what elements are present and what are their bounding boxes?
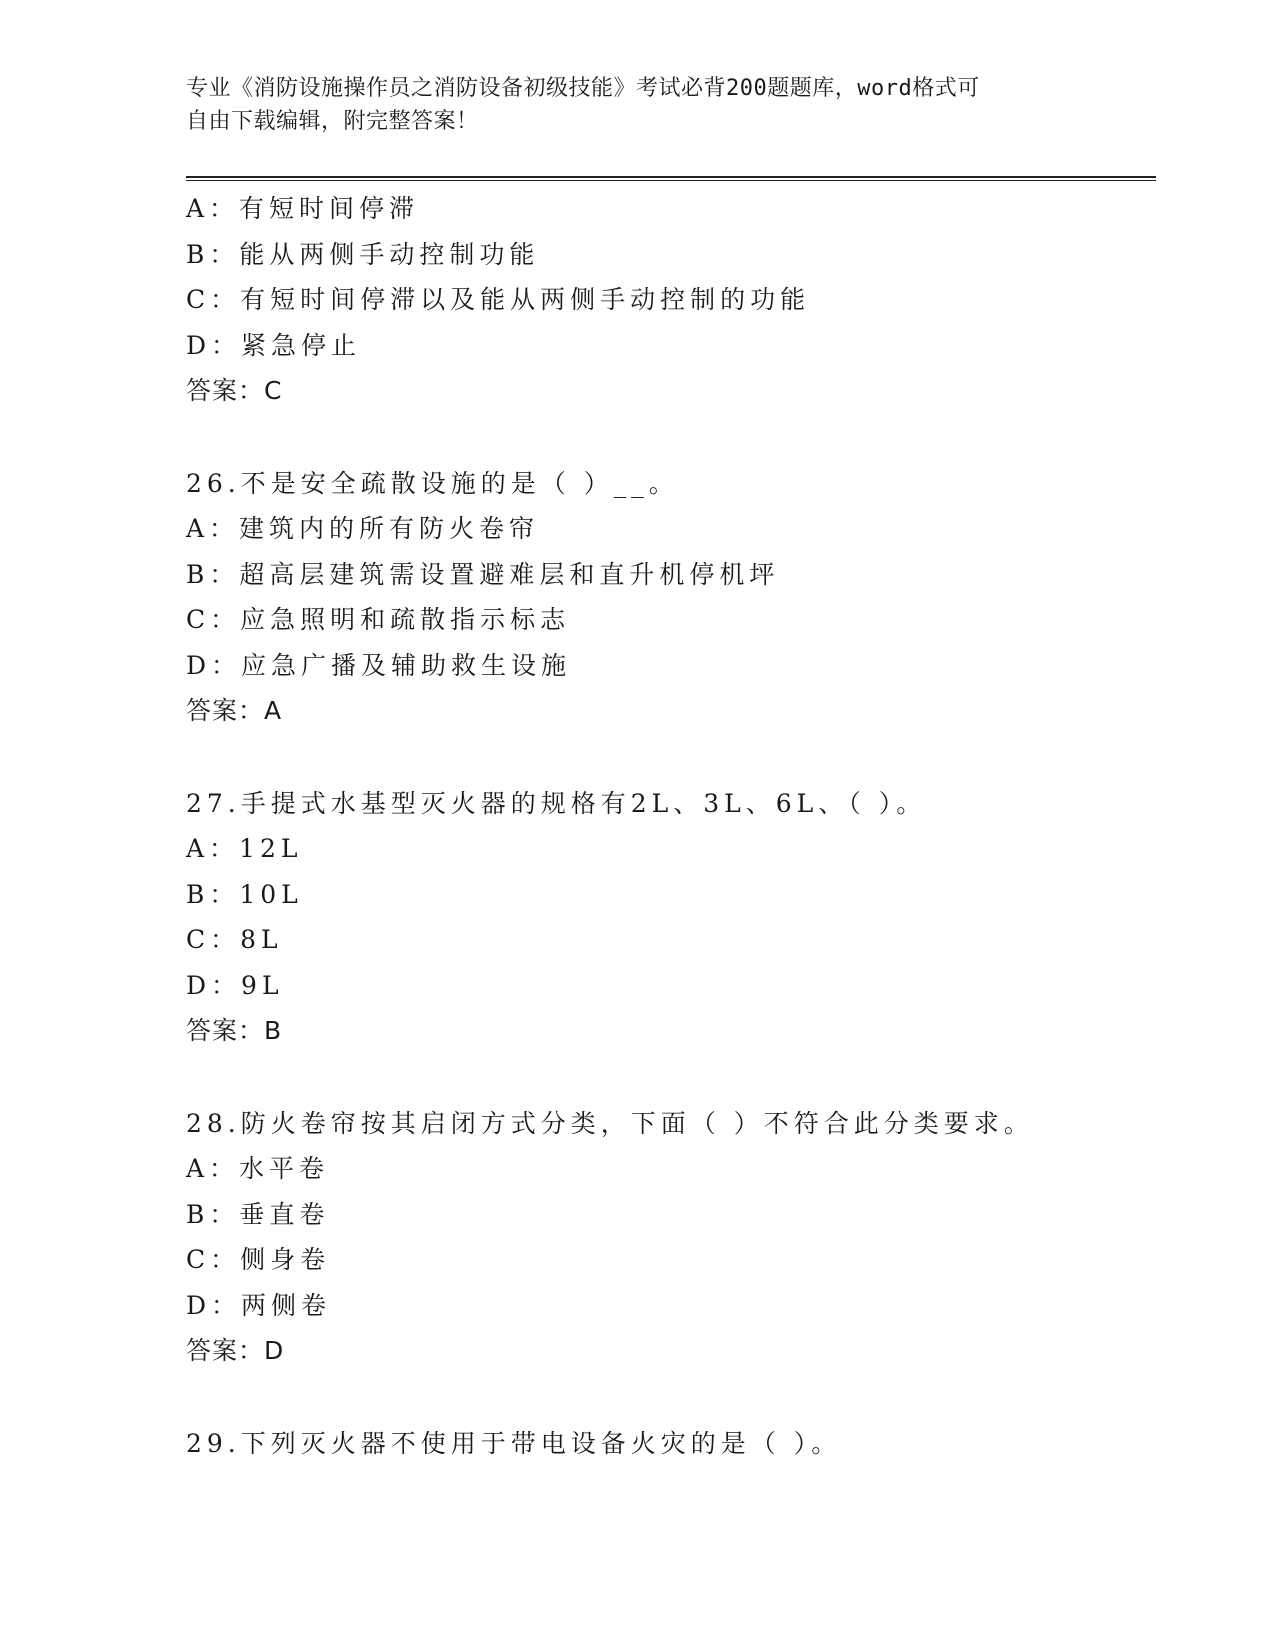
header-line-2: 自由下载编辑，附完整答案！ <box>186 109 479 134</box>
question-26 <box>186 461 1166 734</box>
answer-line: 答案：C <box>186 376 283 405</box>
option-d: D：紧急停止 <box>186 330 362 360</box>
question-28 <box>186 1101 1166 1374</box>
option-c: C：有短时间停滞以及能从两侧手动控制的功能 <box>186 285 811 314</box>
answer-line: 答案：A <box>186 696 283 725</box>
option-b: B：10L <box>186 879 303 909</box>
header-divider <box>186 176 1156 181</box>
question-stem: 26.不是安全疏散设施的是（ ）__。 <box>186 468 679 498</box>
spacer <box>186 414 1166 461</box>
option-a: A：12L <box>186 834 303 863</box>
header-line-1: 专业《消防设施操作员之消防设备初级技能》考试必背200题题库，word格式可 <box>186 76 980 101</box>
option-a: A：水平卷 <box>186 1154 330 1183</box>
question-stem: 29.下列灭火器不使用于带电设备火灾的是（ ）。 <box>186 1428 842 1458</box>
question-25-partial <box>186 186 1166 414</box>
option-d: D：两侧卷 <box>186 1290 332 1320</box>
question-29 <box>186 1421 1166 1467</box>
spacer <box>186 1054 1166 1101</box>
option-a: A：有短时间停滞 <box>186 194 420 223</box>
option-d: D：应急广播及辅助救生设施 <box>186 650 572 680</box>
option-b: B：能从两侧手动控制功能 <box>186 239 540 269</box>
option-b: B：垂直卷 <box>186 1199 330 1229</box>
option-a: A：建筑内的所有防火卷帘 <box>186 514 540 543</box>
option-b: B：超高层建筑需设置避难层和直升机停机坪 <box>186 559 780 589</box>
spacer <box>186 734 1166 781</box>
document-header <box>186 72 1086 138</box>
spacer <box>186 1374 1166 1421</box>
question-list <box>186 186 1166 1466</box>
question-27 <box>186 781 1166 1054</box>
option-c: C：8L <box>186 925 283 954</box>
option-c: C：侧身卷 <box>186 1245 331 1274</box>
answer-line: 答案：D <box>186 1336 285 1365</box>
question-stem: 27.手提式水基型灭火器的规格有2L、3L、6L、（ ）。 <box>186 788 927 818</box>
option-d: D：9L <box>186 970 284 1000</box>
question-stem: 28.防火卷帘按其启闭方式分类，下面（ ）不符合此分类要求。 <box>186 1108 1034 1138</box>
answer-line: 答案：B <box>186 1016 283 1045</box>
option-c: C：应急照明和疏散指示标志 <box>186 605 571 634</box>
